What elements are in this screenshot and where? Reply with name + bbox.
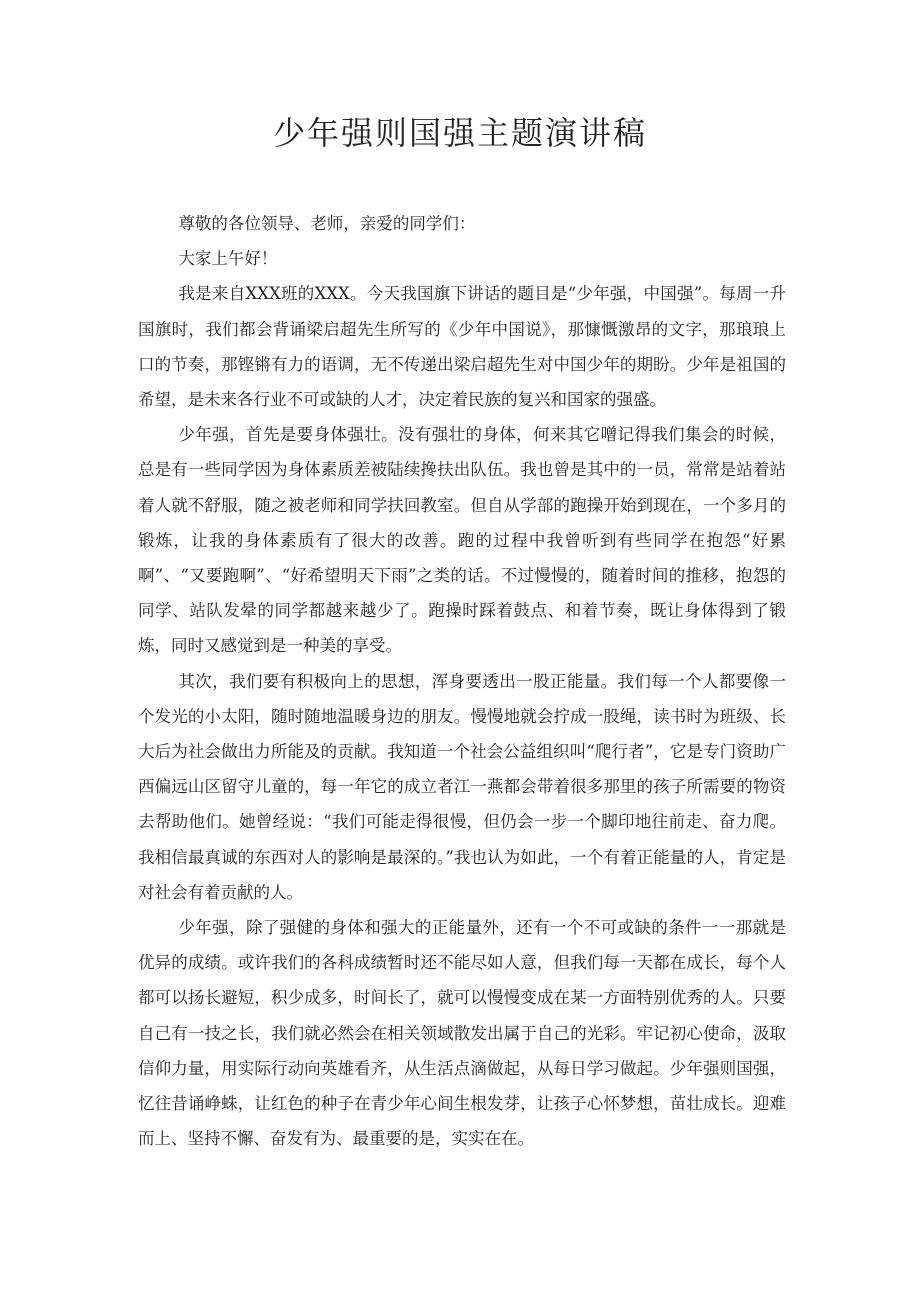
body-paragraph-health: 少年强，首先是要身体强壮。没有强壮的身体，何来其它噌记得我们集会的时候，总是有一些同学因为身体素质差被陆续搀扶出队伍。我也曾是其中的一员，常常是站着站着人就不舒服，随之被老师和同学扶回教室。但自从学部的跑操开始到现在，一个多月的锻炼，让我的身体素质有了很大的改善。跑的过程中我曾听到有些同学在抱怨“好累啊”、“又要跑啊”、“好希望明天下雨”之类的话。不过慢慢的，随着时间的推移，抱怨的同学、站队发晕的同学都越来越少了。跑操时踩着鼓点、和着节奏，既让身体得到了锻炼，同时又感觉到是一种美的享受。 <box>138 425 786 656</box>
document-title: 少年强则国强主题演讲稿 <box>272 114 647 152</box>
intro-paragraph: 我是来自XXX班的XXX。今天我国旗下讲话的题目是“少年强，中国强”。每周一升国旗时，我们都会背诵梁启超先生所写的《少年中国说》，那慷慨激昂的文字，那琅琅上口的节奏，那铿锵有力的语调，无不传递出梁启超先生对中国少年的期盼。少年是祖国的希望，是未来各行业不可或缺的人才，决定着民族的复兴和国家的强盛。 <box>138 284 786 410</box>
body-paragraph-positivity: 其次，我们要有积极向上的思想，浑身要透出一股正能量。我们每一个人都要像一个发光的小太阳，随时随地温暖身边的朋友。慢慢地就会拧成一股绳，读书时为班级、长大后为社会做出力所能及的贡献。我知道一个社会公益组织叫“爬行者”，它是专门资助广西偏远山区留守儿童的，每一年它的成立者江一燕都会带着很多那里的孩子所需要的物资去帮助他们。她曾经说：“我们可能走得很慢，但仍会一步一个脚印地往前走、奋力爬。我相信最真诚的东西对人的影响是最深的。”我也认为如此，一个有着正能量的人，肯定是对社会有着贡献的人。 <box>138 671 786 902</box>
body-paragraph-grades: 少年强，除了强健的身体和强大的正能量外，还有一个不可或缺的条件一一那就是优异的成绩。或许我们的各科成绩暂时还不能尽如人意，但我们每一天都在成长，每个人都可以扬长避短，积少成多，时间长了，就可以慢慢变成在某一方面特别优秀的人。只要自己有一技之长，我们就必然会在相关领域散发出属于自己的光彩。牢记初心使命，汲取信仰力量，用实际行动向英雄看齐，从生活点滴做起，从每日学习做起。少年强则国强，忆往昔诵峥蛛，让红色的种子在青少年心间生根发芽，让孩子心怀梦想，苗壮成长。迎难而上、坚持不懈、奋发有为、最重要的是，实实在在。 <box>138 918 786 1149</box>
greeting-paragraph: 大家上午好！ <box>178 249 278 269</box>
salutation-paragraph: 尊敬的各位领导、老师，亲爱的同学们： <box>178 214 476 233</box>
document-body <box>138 206 786 1156</box>
